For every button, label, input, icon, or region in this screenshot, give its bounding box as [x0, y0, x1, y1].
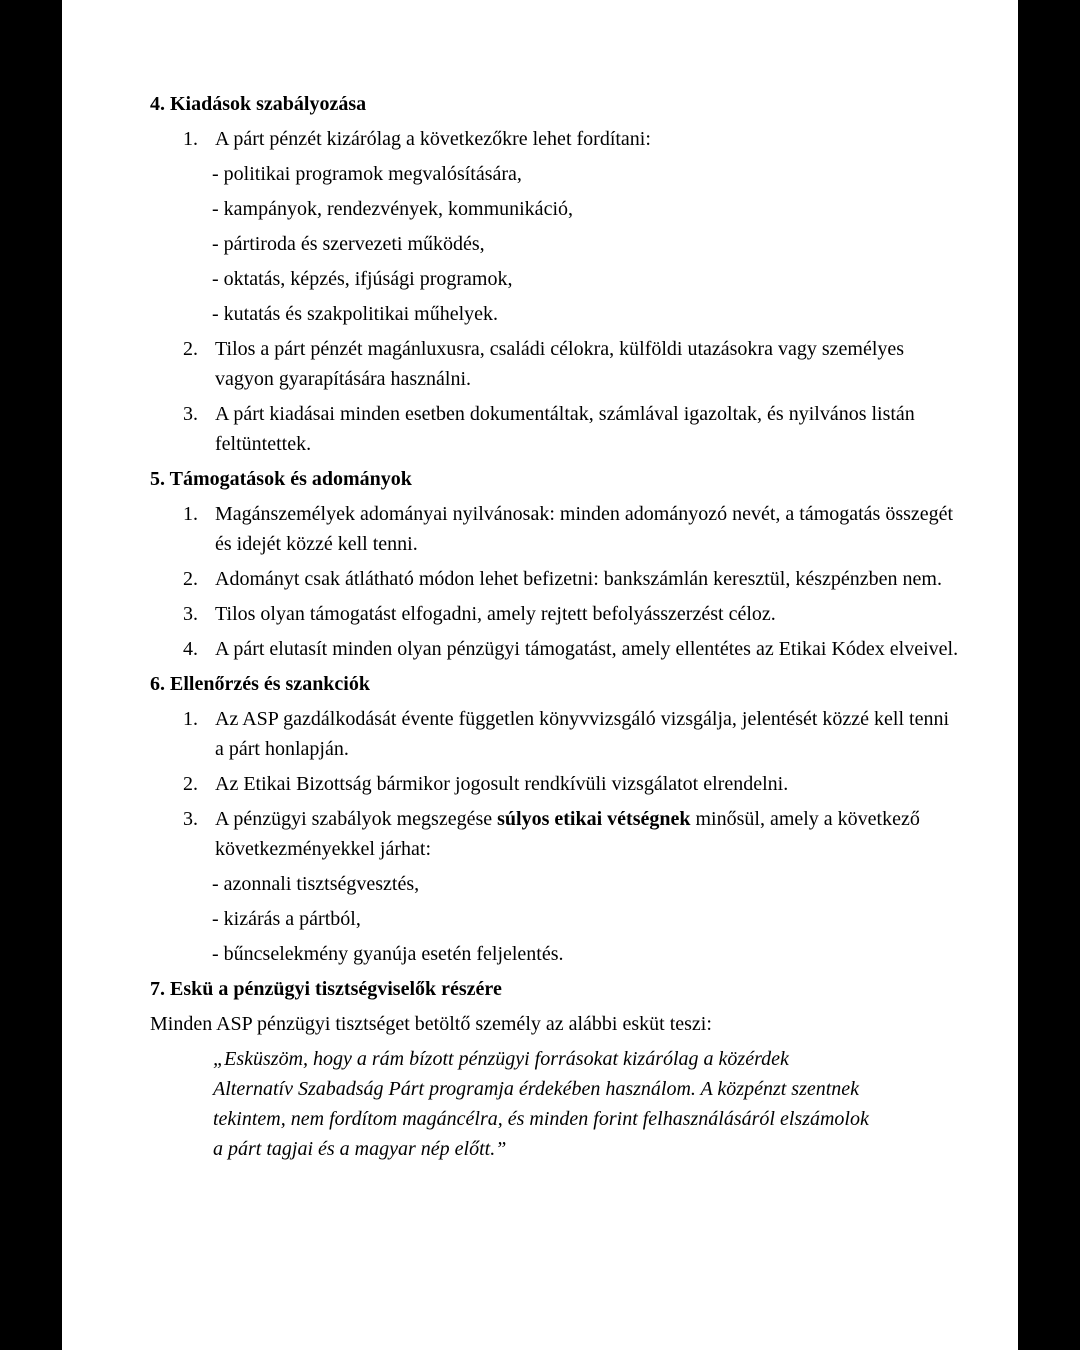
list-number: 1. — [183, 708, 198, 730]
list-item-text: feltüntettek. — [215, 433, 312, 455]
dash-sub-item: - bűncselekmény gyanúja esetén feljelentés. — [212, 943, 564, 965]
list-item — [150, 399, 1012, 459]
list-item-text — [215, 804, 1012, 834]
list-item-text: és idejét közzé kell tenni. — [215, 533, 418, 555]
list-number: 2. — [183, 568, 198, 590]
dash-sub-item: - kizárás a pártból, — [212, 908, 361, 930]
dash-sub-item: - oktatás, képzés, ifjúsági programok, — [212, 268, 513, 290]
list-item-text: A párt elutasít minden olyan pénzügyi támogatást, amely ellentétes az Etikai Kódex elveivel. — [215, 638, 959, 660]
quote-line: Alternatív Szabadság Párt programja érdekében használom. A közpénzt szentnek — [213, 1078, 860, 1100]
section-heading-7: 7. Eskü a pénzügyi tisztségviselők részére — [150, 978, 502, 1000]
list-item — [150, 564, 1012, 594]
list-item — [150, 334, 1012, 394]
list-item — [150, 769, 1012, 799]
list-number: 2. — [183, 773, 198, 795]
list-number: 3. — [183, 403, 198, 425]
list-item-text: A párt kiadásai minden esetben dokumentáltak, számlával igazoltak, és nyilvános listán — [215, 403, 915, 425]
list-item-text: Az Etikai Bizottság bármikor jogosult rendkívüli vizsgálatot elrendelni. — [215, 773, 789, 795]
text-segment: minősül, amely a következő — [690, 808, 920, 830]
list-item-text: Tilos olyan támogatást elfogadni, amely rejtett befolyásszerzést céloz. — [215, 603, 776, 625]
list-number: 4. — [183, 638, 198, 660]
quote-line: „Esküszöm, hogy a rám bízott pénzügyi forrásokat kizárólag a közérdek — [213, 1048, 789, 1070]
left-black-border — [0, 0, 62, 1350]
list-item — [150, 599, 1012, 629]
intro-paragraph: Minden ASP pénzügyi tisztséget betöltő személy az alábbi esküt teszi: — [150, 1013, 712, 1035]
section-heading-5: 5. Támogatások és adományok — [150, 468, 412, 490]
list-number: 3. — [183, 808, 198, 830]
list-item-text: Az ASP gazdálkodását évente független könyvvizsgáló vizsgálja, jelentését közzé kell tenni — [215, 708, 950, 730]
text-segment: A pénzügyi szabályok megszegése — [215, 808, 498, 830]
list-number: 3. — [183, 603, 198, 625]
list-number: 2. — [183, 338, 198, 360]
bold-text-segment: súlyos etikai vétségnek — [497, 808, 691, 830]
dash-sub-item: - azonnali tisztségvesztés, — [212, 873, 420, 895]
dash-sub-item: - politikai programok megvalósítására, — [212, 163, 522, 185]
list-number: 1. — [183, 503, 198, 525]
list-number: 1. — [183, 128, 198, 150]
list-item-text: következményekkel járhat: — [215, 838, 432, 860]
list-item-text: Adományt csak átlátható módon lehet befizetni: bankszámlán keresztül, készpénzben nem. — [215, 568, 942, 590]
quote-line: a párt tagjai és a magyar nép előtt.” — [213, 1138, 507, 1160]
section-heading-4: 4. Kiadások szabályozása — [150, 93, 367, 115]
list-item — [150, 804, 1012, 864]
list-item — [150, 499, 1012, 559]
right-black-border — [1018, 0, 1080, 1350]
section-heading-6: 6. Ellenőrzés és szankciók — [150, 673, 370, 695]
list-item — [150, 704, 1012, 764]
list-item-text: vagyon gyarapítására használni. — [215, 368, 472, 390]
dash-sub-item: - kampányok, rendezvények, kommunikáció, — [212, 198, 573, 220]
quote-line: tekintem, nem fordítom magáncélra, és minden forint felhasználásáról elszámolok — [213, 1108, 869, 1130]
list-item-text: Magánszemélyek adományai nyilvánosak: minden adományozó nevét, a támogatás összegét — [215, 503, 954, 525]
document-content — [150, 89, 1012, 1169]
oath-quote — [213, 1044, 1012, 1164]
list-item-text: Tilos a párt pénzét magánluxusra, családi célokra, külföldi utazásokra vagy személyes — [215, 338, 905, 360]
list-item — [150, 634, 1012, 664]
list-item-text: A párt pénzét kizárólag a következőkre lehet fordítani: — [215, 128, 651, 150]
list-item — [150, 124, 1012, 154]
dash-sub-item: - kutatás és szakpolitikai műhelyek. — [212, 303, 499, 325]
list-item-text: a párt honlapján. — [215, 738, 349, 760]
dash-sub-item: - pártiroda és szervezeti működés, — [212, 233, 485, 255]
